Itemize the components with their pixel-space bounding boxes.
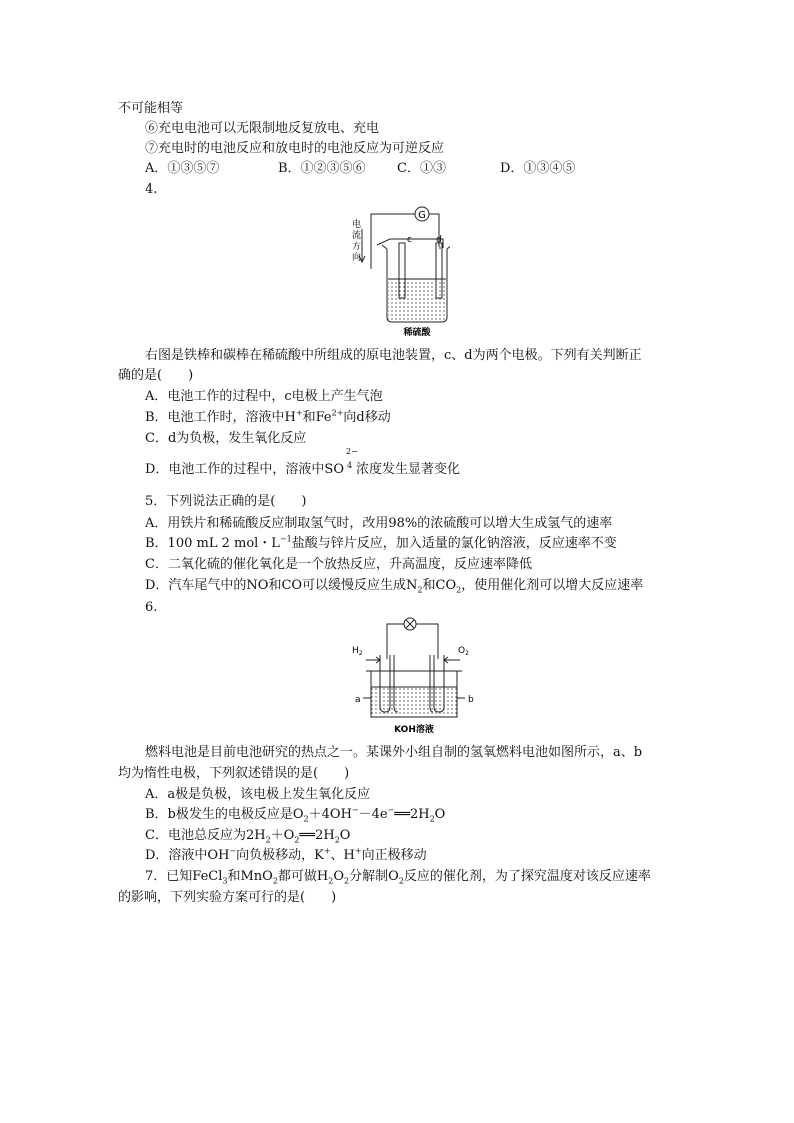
galvanometer-label: G: [418, 210, 426, 221]
answer-option: B．电池工作时，溶液中H+和$Fe^{2+}$向d移动: [145, 408, 391, 425]
electrode-c-label: c: [407, 235, 412, 245]
answer-option: B．b极发生的电极反应是$O_2+4OH^--4e^-══2H_2O$: [145, 805, 446, 824]
question-stem: 的影响，下列实验方案可行的是( ): [118, 890, 337, 905]
side-label-char: 方: [352, 242, 362, 252]
electrode-d-label: d: [436, 235, 442, 245]
question-stem: 7．已知FeCl$_3$和MnO$_2$都可做$H_2O_2$分解制$O_2$反应的催化剂，为了探究温度对该反应速率: [145, 869, 651, 886]
side-label-char: 电: [352, 220, 362, 230]
option-d: D．①③④⑤: [500, 161, 576, 176]
figure-caption: KOH溶液: [394, 725, 434, 735]
option-c: C．①③: [397, 161, 446, 176]
question-stem: 确的是( ): [118, 368, 194, 383]
side-label-char: 流: [352, 231, 362, 241]
answer-option: A．用铁片和稀硫酸反应制取氢气时，改用98%的浓硫酸可以增大生成氢气的速率: [145, 516, 613, 531]
galvanic-cell-figure: [350, 205, 450, 340]
question-stem: 均为惰性电极，下列叙述错误的是( ): [118, 766, 350, 781]
answer-option: B．100 mL 2 mol・$L^{-1}$盐酸与锌片反应，加入适量的氯化钠溶液，反应速率不变: [145, 534, 617, 551]
answer-option: A．电池工作的过程中，c电极上产生气泡: [145, 389, 383, 404]
question-number: 6.: [145, 600, 158, 615]
answer-option: C．电池总反应为$2H_2+O_2══2H_2O$: [145, 828, 351, 845]
text-line: ⑦充电时的电池反应和放电时的电池反应为可逆反应: [145, 141, 445, 156]
answer-option: D．汽车尾气中的NO和CO可以缓慢反应生成$N_2$和$CO_2$，使用催化剂可以增大反应速率: [145, 578, 644, 595]
answer-option: D．溶液中OH−向负极移动，K+、H+向正极移动: [145, 846, 427, 863]
o2-label: $O_2$: [458, 646, 469, 657]
figure-caption: 稀硫酸: [403, 328, 431, 338]
side-label-char: 向: [352, 253, 362, 263]
h2-label: $H_2$: [352, 646, 363, 657]
question-stem: 5．下列说法正确的是( ): [145, 494, 307, 509]
option-a: A．①③⑤⑦: [145, 161, 220, 176]
answer-option: C．二氧化硫的催化氧化是一个放热反应，升高温度，反应速率降低: [145, 557, 532, 572]
answer-option: C．d为负极，发生氧化反应: [145, 431, 307, 446]
electrode-b-label: b: [468, 695, 474, 705]
question-number: 4.: [145, 182, 158, 197]
option-b: B．①②③⑤⑥: [278, 161, 366, 176]
answer-option: A．a极是负极，该电极上发生氧化反应: [145, 787, 371, 802]
text-line: ⑥充电电池可以无限制地反复放电、充电: [145, 121, 380, 136]
question-stem: 右图是铁棒和碳棒在稀硫酸中所组成的原电池装置，c、d为两个电极。下列有关判断正: [145, 348, 642, 363]
answer-option: D．电池工作的过程中，溶液中SO 2− 4 浓度发生显著变化: [145, 447, 461, 477]
text-line: 不可能相等: [118, 101, 184, 116]
electrode-a-label: a: [355, 695, 361, 705]
question-stem: 燃料电池是目前电池研究的热点之一。某课外小组自制的氢氧燃料电池如图所示，a、b: [145, 745, 643, 760]
fuel-cell-figure: [350, 615, 480, 740]
